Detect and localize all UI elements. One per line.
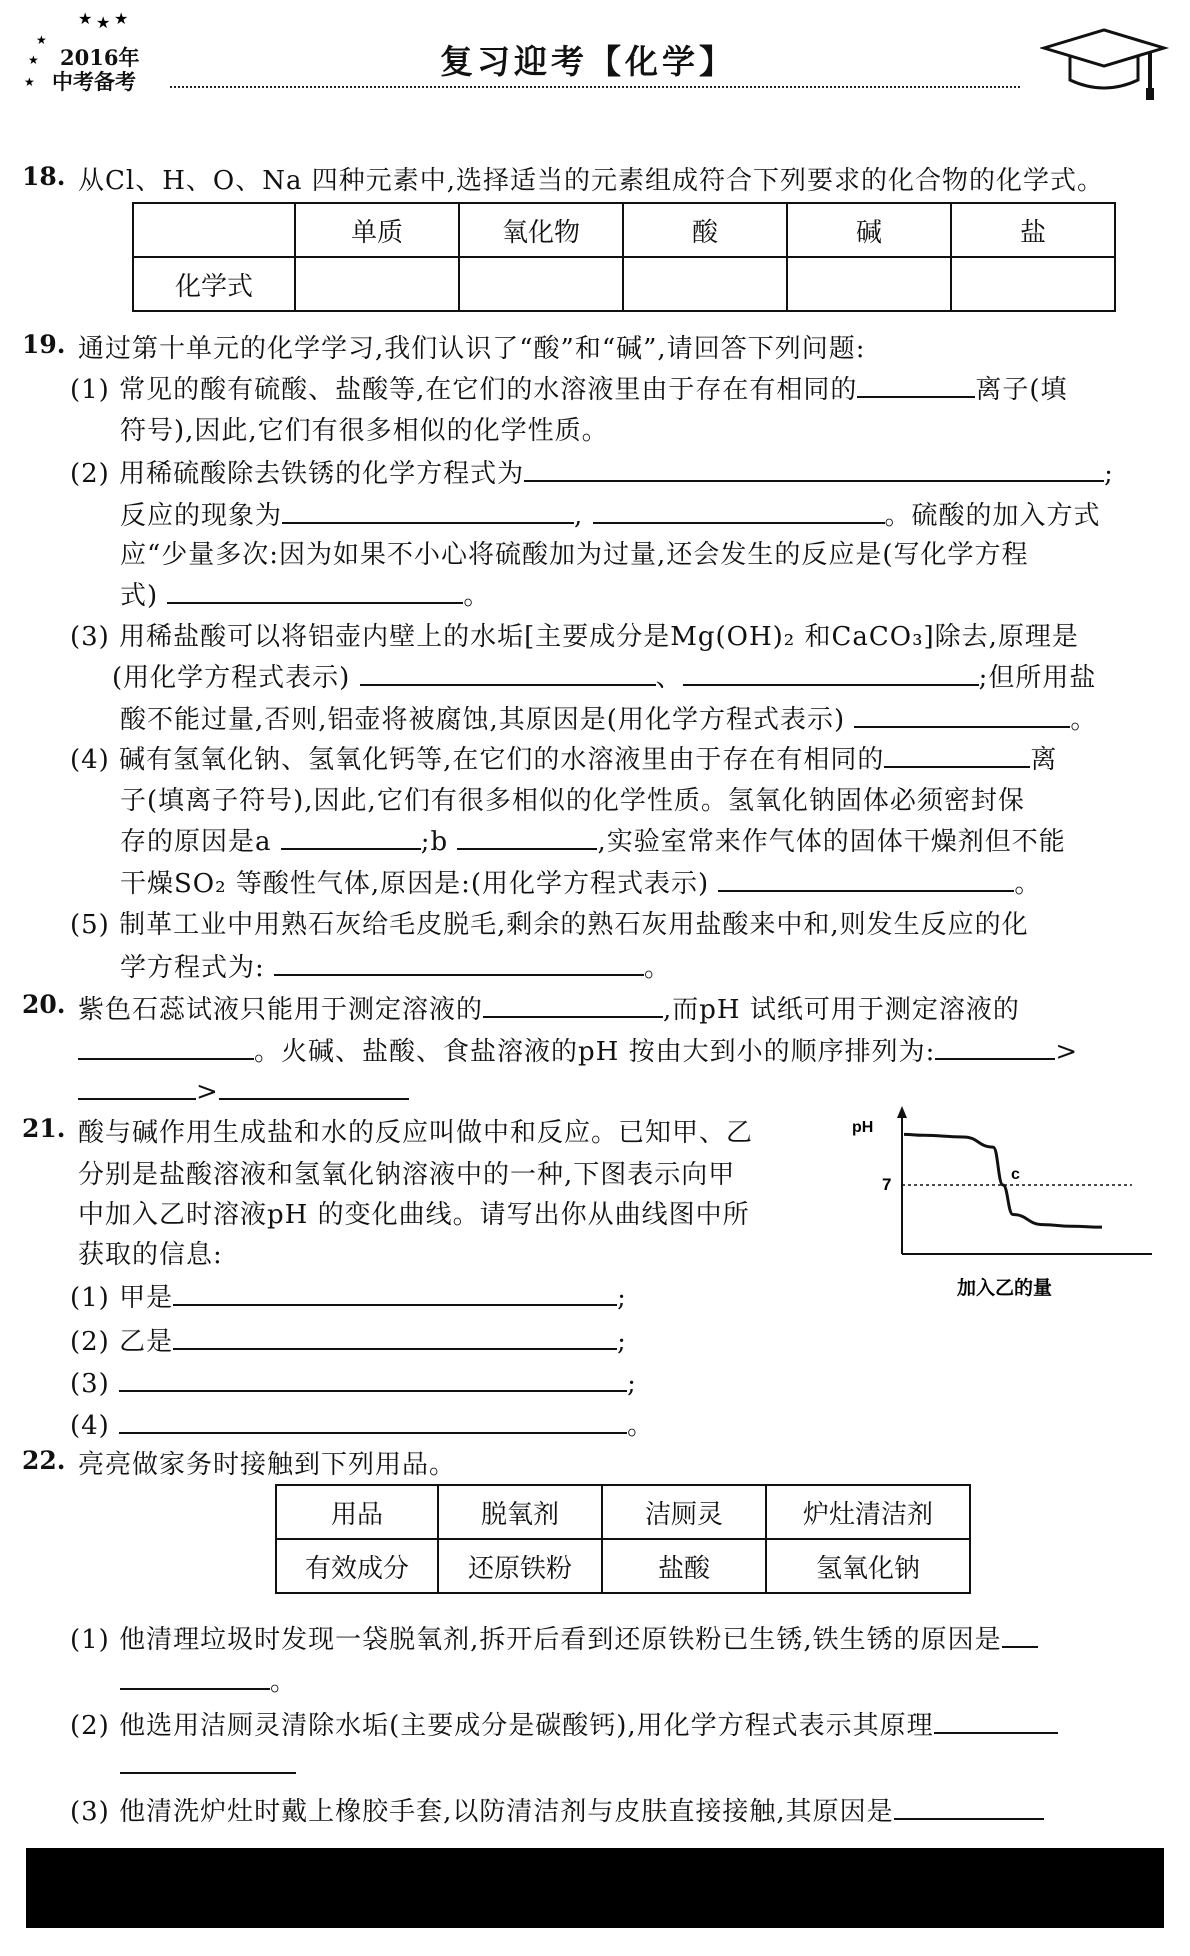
page-title: 复习迎考【化学】 [440, 42, 736, 81]
question-number-21: 21. [22, 1114, 66, 1143]
question-18-text: 从Cl、H、O、Na 四种元素中,选择适当的元素组成符合下列要求的化合物的化学式。 [78, 166, 1104, 196]
question-number-18: 18. [22, 162, 66, 191]
svg-text:★: ★ [28, 53, 39, 67]
question-number-20: 20. [22, 990, 66, 1019]
y-axis-arrow [897, 1106, 907, 1118]
q19-part1-line2: 符号),因此,它们有很多相似的化学性质。 [120, 416, 609, 446]
q20-line3: > [78, 1070, 409, 1107]
answer-blank[interactable] [119, 1362, 627, 1392]
q21-sub1: (1) 甲是 ; [70, 1276, 627, 1314]
q21-line1: 酸与碱作用生成盐和水的反应叫做中和反应。已知甲、乙 [78, 1118, 754, 1148]
page-header [0, 0, 1190, 110]
q19-part4-line4: 干燥SO₂ 等酸性气体,原因是:(用化学方程式表示) 。 [120, 862, 1041, 900]
answer-blank[interactable] [360, 656, 656, 686]
q22-intro: 亮亮做家务时接触到下列用品。 [78, 1450, 457, 1480]
answer-blank[interactable] [683, 656, 979, 686]
answer-blank[interactable] [219, 1070, 409, 1100]
q19-part2-line2: 反应的现象为 , 。硫酸的加入方式 [120, 494, 1101, 532]
formula-table [132, 202, 1116, 312]
table-header-cell: 盐 [951, 203, 1115, 257]
table-row [276, 1485, 970, 1539]
answer-cell[interactable] [623, 257, 787, 311]
table-cell: 洁厕灵 [602, 1485, 766, 1539]
q21-sub4: (4) 。 [70, 1404, 654, 1442]
answer-cell[interactable] [951, 257, 1115, 311]
table-cell: 炉灶清洁剂 [766, 1485, 970, 1539]
q19-part3-line2: (用化学方程式表示) 、 ;但所用盐 [112, 656, 1096, 694]
table-header-cell: 单质 [295, 203, 459, 257]
x-axis-label: 加入乙的量 [957, 1278, 1053, 1299]
header-year: 2016年 [60, 45, 140, 70]
svg-text:★: ★ [36, 33, 47, 47]
answer-blank[interactable] [854, 698, 1070, 728]
household-items-table [275, 1484, 971, 1594]
answer-blank[interactable] [1002, 1618, 1038, 1648]
table-cell: 氢氧化钠 [766, 1539, 970, 1593]
ph-curve-chart [852, 1104, 1162, 1304]
q21-sub3: (3) ; [70, 1362, 637, 1399]
answer-blank[interactable] [593, 494, 885, 524]
answer-blank[interactable] [78, 1070, 196, 1100]
q19-part2-line4: 式) 。 [120, 574, 490, 612]
q19-part4-line2: 子(填离子符号),因此,它们有很多相似的化学性质。氢氧化钠固体必须密封保 [120, 786, 1025, 816]
table-header-cell: 酸 [623, 203, 787, 257]
q19-part4-line1: (4) 碱有氢氧化钠、氢氧化钙等,在它们的水溶液里由于存在有相同的 离 [70, 738, 1057, 776]
point-c-label: c [1011, 1166, 1020, 1183]
ph-curve-line [904, 1134, 1102, 1227]
table-cell: 盐酸 [602, 1539, 766, 1593]
answer-cell[interactable] [787, 257, 951, 311]
table-header-cell: 氧化物 [459, 203, 623, 257]
table-cell: 还原铁粉 [438, 1539, 602, 1593]
answer-blank[interactable] [78, 1030, 254, 1060]
table-header-cell: 碱 [787, 203, 951, 257]
table-header-row [133, 203, 1115, 257]
table-cell: 脱氧剂 [438, 1485, 602, 1539]
answer-blank[interactable] [274, 946, 644, 976]
answer-blank[interactable] [934, 1704, 1058, 1734]
answer-blank[interactable] [483, 988, 663, 1018]
q19-part1-line1: (1) 常见的酸有硫酸、盐酸等,在它们的水溶液里由于存在有相同的 离子(填 [70, 368, 1068, 406]
table-row [133, 257, 1115, 311]
q20-line1: 紫色石蕊试液只能用于测定溶液的 ,而pH 试纸可用于测定溶液的 [78, 988, 1020, 1026]
answer-blank[interactable] [524, 452, 1104, 482]
side-stars-icon [22, 30, 52, 100]
table-cell: 有效成分 [276, 1539, 438, 1593]
q19-part4-line3: 存的原因是a ;b ,实验室常来作气体的固体干燥剂但不能 [120, 820, 1066, 858]
answer-blank[interactable] [718, 862, 1014, 892]
q22-sub2-line1: (2) 他选用洁厕灵清除水垢(主要成分是碳酸钙),用化学方程式表示其原理 [70, 1704, 1058, 1742]
header-exam: 中考备考 [52, 69, 136, 94]
q22-sub3-line1: (3) 他清洗炉灶时戴上橡胶手套,以防清洁剂与皮肤直接接触,其原因是 [70, 1790, 1044, 1828]
answer-cell[interactable] [459, 257, 623, 311]
table-row-label: 化学式 [133, 257, 295, 311]
svg-text:★: ★ [114, 10, 129, 28]
footer-black-bar [26, 1848, 1164, 1928]
question-number-19: 19. [22, 330, 66, 359]
answer-blank[interactable] [120, 1744, 296, 1774]
q19-part3-line1: (3) 用稀盐酸可以将铝壶内壁上的水垢[主要成分是Mg(OH)₂ 和CaCO₃]除去,原理是 [70, 622, 1079, 652]
q21-line2: 分别是盐酸溶液和氢氧化钠溶液中的一种,下图表示向甲 [78, 1160, 736, 1190]
q19-part2-line1: (2) 用稀硫酸除去铁锈的化学方程式为 ; [70, 452, 1114, 490]
answer-blank[interactable] [120, 1660, 270, 1690]
answer-blank[interactable] [173, 1276, 617, 1306]
svg-text:★: ★ [24, 75, 35, 89]
question-19-intro: 通过第十单元的化学学习,我们认识了“酸”和“碱”,请回答下列问题: [78, 334, 866, 364]
answer-blank[interactable] [935, 1030, 1055, 1060]
answer-cell[interactable] [295, 257, 459, 311]
table-row [276, 1539, 970, 1593]
q19-part5-line1: (5) 制革工业中用熟石灰给毛皮脱毛,剩余的熟石灰用盐酸来中和,则发生反应的化 [70, 910, 1029, 940]
table-cell: 用品 [276, 1485, 438, 1539]
q21-line4: 获取的信息: [78, 1240, 223, 1270]
answer-blank[interactable] [457, 820, 597, 850]
q20-line2: 。火碱、盐酸、食盐溶液的pH 按由大到小的顺序排列为: > [78, 1030, 1078, 1068]
answer-blank[interactable] [894, 1790, 1044, 1820]
q22-sub2-line2 [120, 1744, 296, 1781]
q19-part5-line2: 学方程式为: 。 [120, 946, 671, 984]
answer-blank[interactable] [173, 1320, 617, 1350]
q21-sub2: (2) 乙是 ; [70, 1320, 627, 1358]
svg-text:★: ★ [78, 10, 93, 28]
question-number-22: 22. [22, 1446, 66, 1475]
answer-blank[interactable] [282, 494, 574, 524]
q19-part3-line3: 酸不能过量,否则,铝壶将被腐蚀,其原因是(用化学方程式表示) 。 [120, 698, 1097, 736]
q22-sub1-line2: 。 [120, 1660, 297, 1698]
y-axis-label: pH [852, 1119, 874, 1136]
answer-blank[interactable] [857, 368, 975, 398]
answer-blank[interactable] [281, 820, 421, 850]
header-divider [170, 86, 1020, 88]
answer-blank[interactable] [884, 738, 1030, 768]
q22-sub1-line1: (1) 他清理垃圾时发现一袋脱氧剂,拆开后看到还原铁粉已生锈,铁生锈的原因是 [70, 1618, 1038, 1656]
graduation-cap-icon [1040, 26, 1170, 102]
ph7-tick-label: 7 [882, 1175, 892, 1194]
q19-part2-line3: 应“少量多次:因为如果不小心将硫酸加为过量,还会发生的反应是(写化学方程 [120, 540, 1029, 570]
svg-text:★: ★ [96, 13, 111, 32]
q21-line3: 中加入乙时溶液pH 的变化曲线。请写出你从曲线图中所 [78, 1200, 750, 1230]
table-header-cell [133, 203, 295, 257]
answer-blank[interactable] [167, 574, 463, 604]
answer-blank[interactable] [119, 1404, 627, 1434]
